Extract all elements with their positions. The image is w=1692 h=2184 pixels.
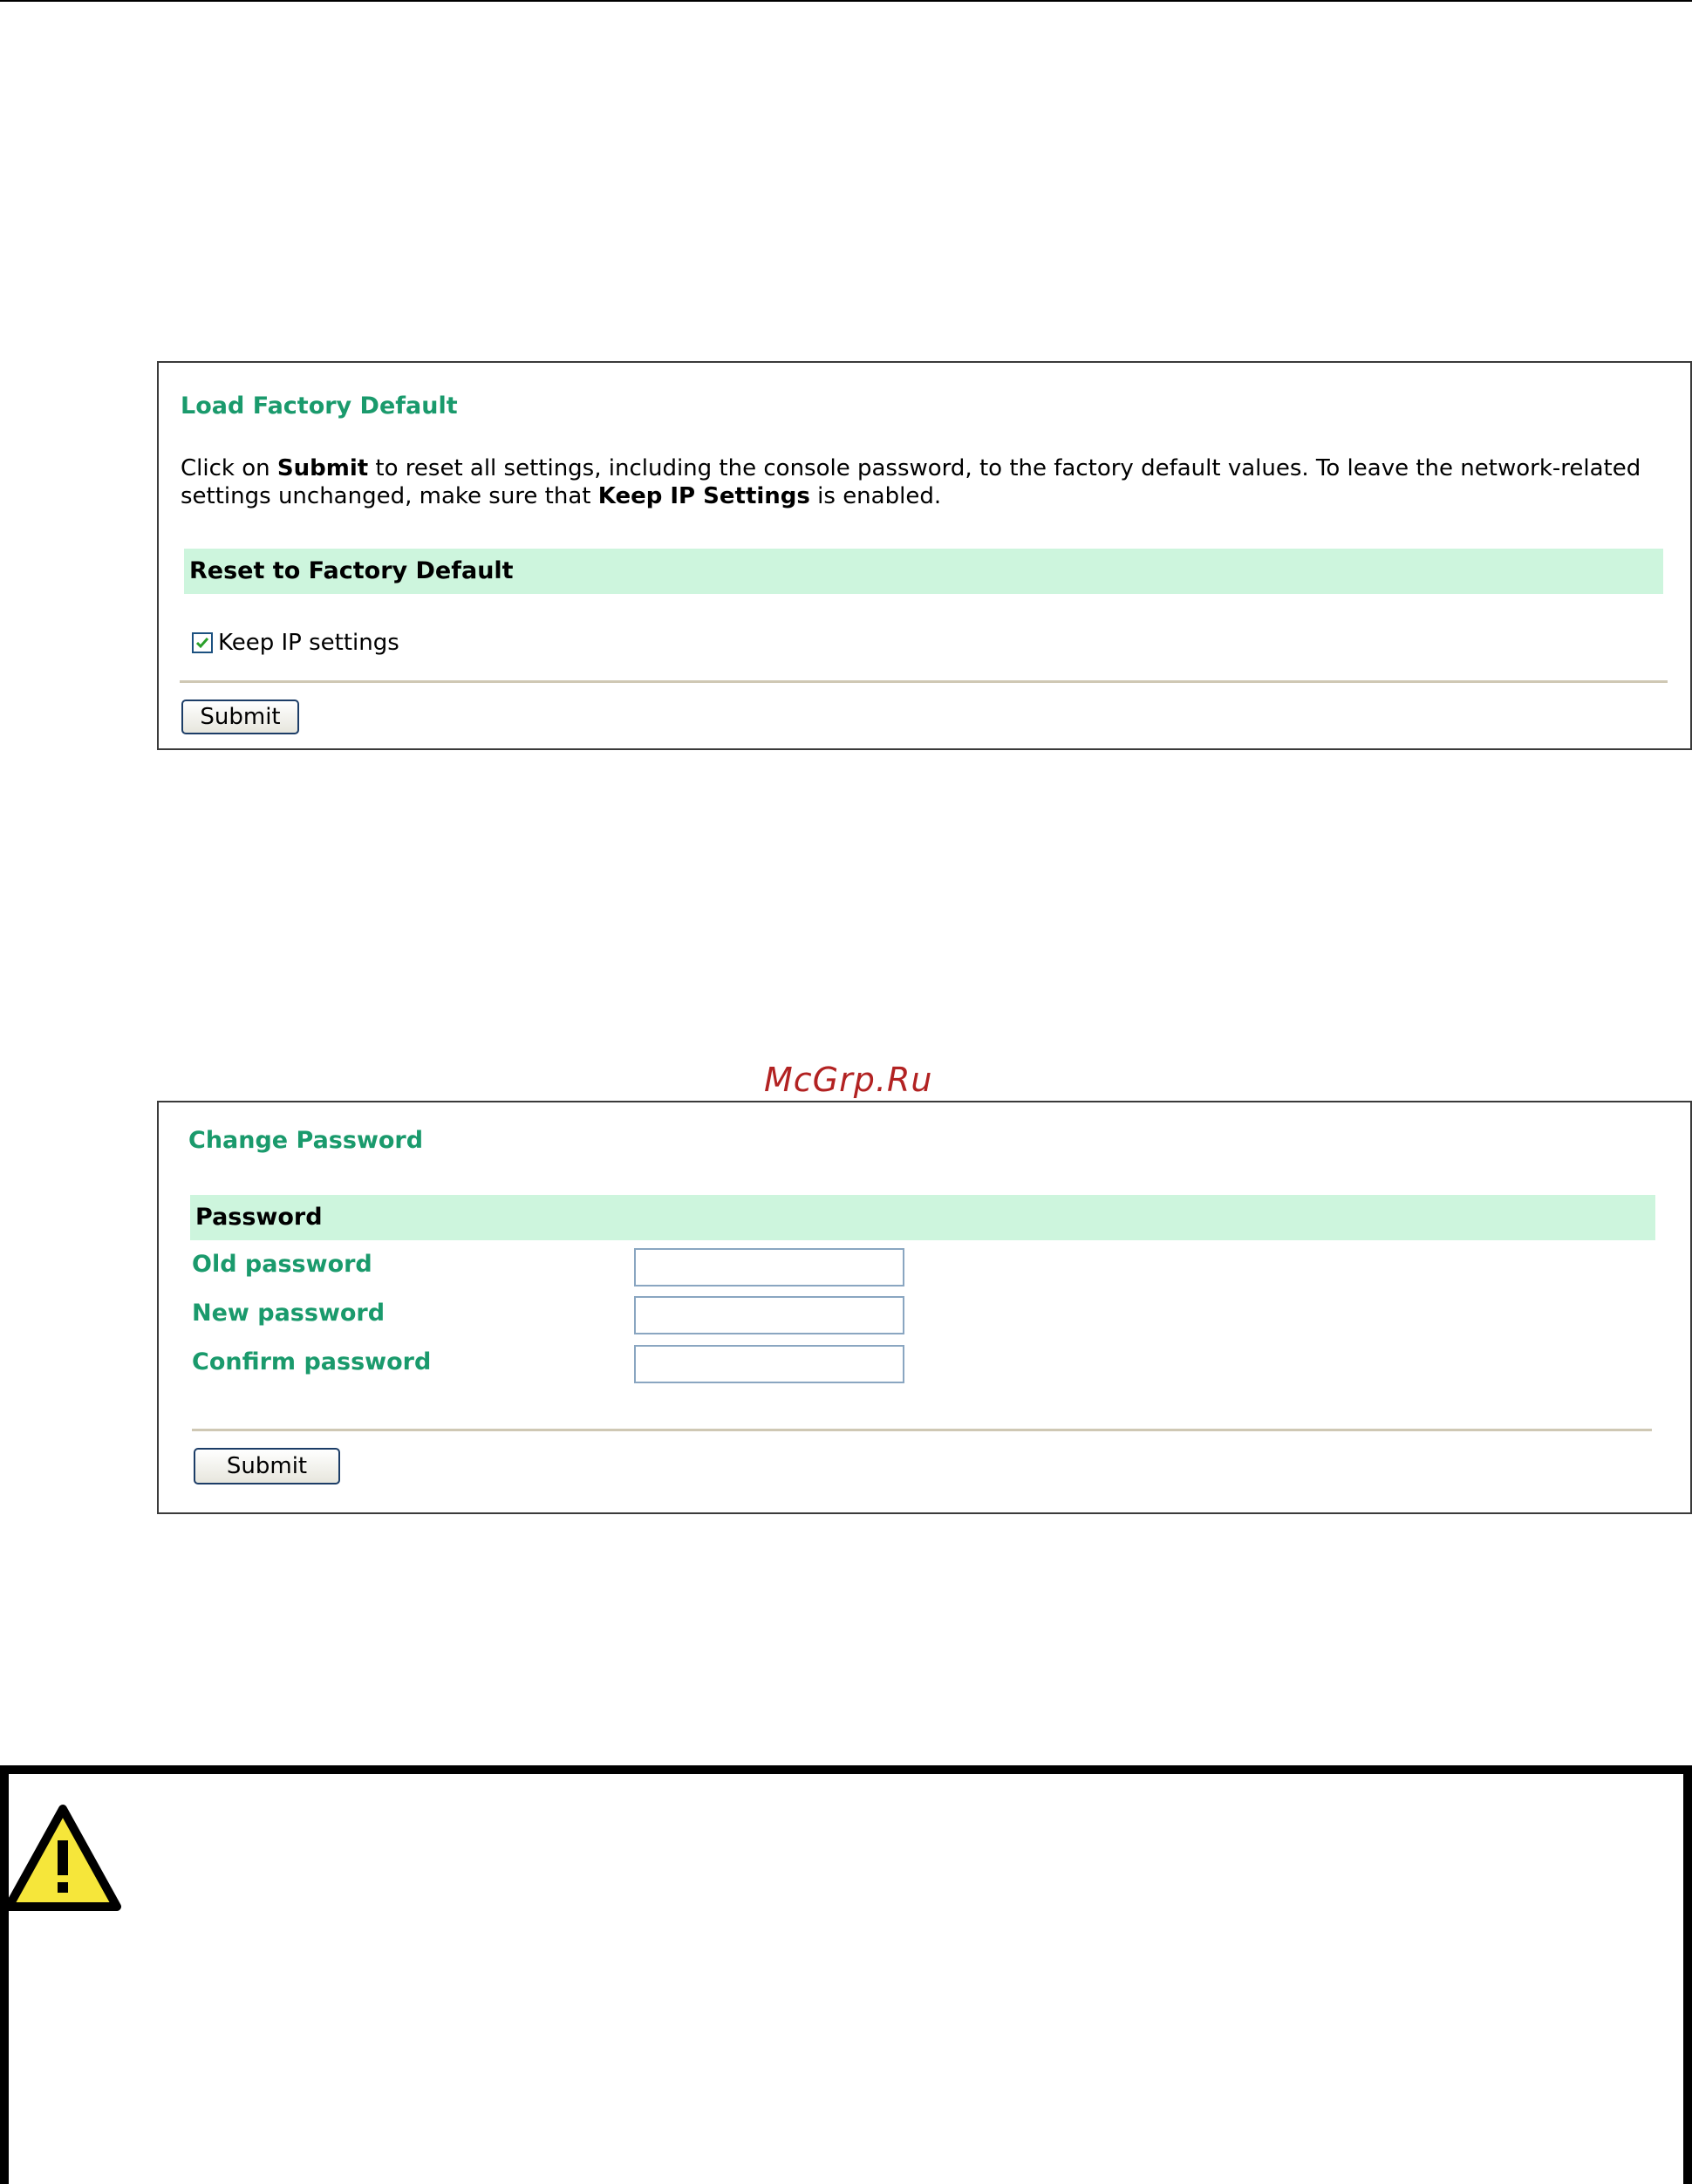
divider	[192, 1429, 1652, 1431]
old-password-input[interactable]	[634, 1248, 904, 1287]
warning-frame	[0, 1765, 1692, 2184]
load-factory-default-panel	[157, 361, 1692, 750]
new-password-label: New password	[192, 1300, 385, 1327]
section-header-password: Password	[190, 1195, 1655, 1240]
factory-submit-button[interactable]: Submit	[181, 700, 299, 734]
checkmark-icon	[194, 635, 210, 651]
panel-title: Change Password	[188, 1127, 424, 1154]
section-header-reset: Reset to Factory Default	[184, 549, 1663, 594]
description-text	[181, 454, 1663, 510]
divider	[180, 680, 1668, 683]
confirm-password-input[interactable]	[634, 1345, 904, 1383]
description-part: to reset all settings, including the console password, to the factory default values. To leave the network-related settings unchanged, make sure that	[181, 455, 1641, 509]
keep-ip-row	[192, 630, 399, 656]
confirm-password-label: Confirm password	[192, 1348, 432, 1375]
keep-ip-label: Keep IP settings	[218, 630, 399, 656]
password-submit-button[interactable]: Submit	[194, 1448, 340, 1484]
top-rule	[0, 0, 1692, 2]
warning-triangle-icon	[3, 1804, 122, 1914]
description-bold-submit: Submit	[276, 455, 369, 481]
watermark-text: McGrp.Ru	[764, 1061, 933, 1099]
old-password-label: Old password	[192, 1251, 372, 1278]
new-password-input[interactable]	[634, 1296, 904, 1334]
change-password-panel	[157, 1101, 1692, 1514]
description-part: Click on	[181, 455, 277, 481]
panel-title: Load Factory Default	[181, 392, 458, 420]
keep-ip-checkbox[interactable]	[192, 632, 213, 653]
description-bold-keep-ip: Keep IP Settings	[597, 483, 810, 509]
description-part: is enabled.	[809, 483, 942, 509]
